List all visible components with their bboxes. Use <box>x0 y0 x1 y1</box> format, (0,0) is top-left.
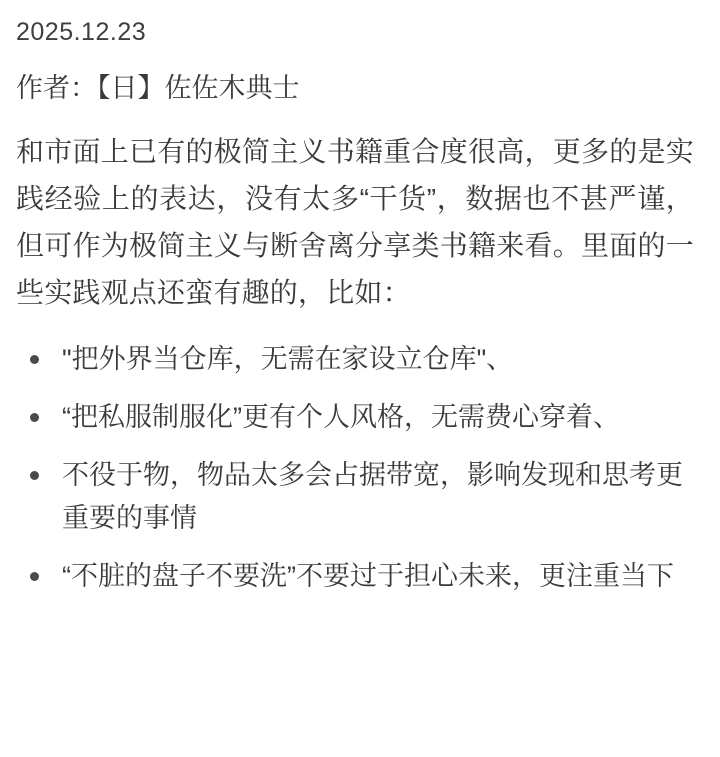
document-paragraph: 和市面上已有的极简主义书籍重合度很高，更多的是实践经验上的表达，没有太多“干货”，数据也不甚严谨，但可作为极简主义与断舍离分享类书籍来看。里面的一些实践观点还蛮有趣的，比如： <box>16 136 694 309</box>
bullet-dot-icon <box>30 471 39 480</box>
author-name: 【日】佐佐木典士 <box>97 72 300 103</box>
bullet-dot-icon <box>30 355 39 364</box>
list-item-text: 不役于物，物品太多会占据带宽，影响发现和思考更重要的事情 <box>62 459 683 534</box>
list-item <box>16 338 694 382</box>
document-date: 2025.12.23 <box>16 18 147 46</box>
list-item <box>16 396 694 440</box>
document-author <box>16 68 694 109</box>
bullet-list <box>16 338 694 599</box>
list-item <box>16 555 694 599</box>
list-item-text: "把外界当仓库，无需在家设立仓库"、 <box>62 344 514 375</box>
list-item-text: “不脏的盘子不要洗”不要过于担心未来，更注重当下 <box>62 561 674 592</box>
bullet-dot-icon <box>30 572 39 581</box>
list-item-text: “把私服制服化”更有个人风格，无需费心穿着、 <box>62 401 620 432</box>
author-label: 作者： <box>16 72 97 103</box>
list-item <box>16 454 694 541</box>
bullet-dot-icon <box>30 413 39 422</box>
